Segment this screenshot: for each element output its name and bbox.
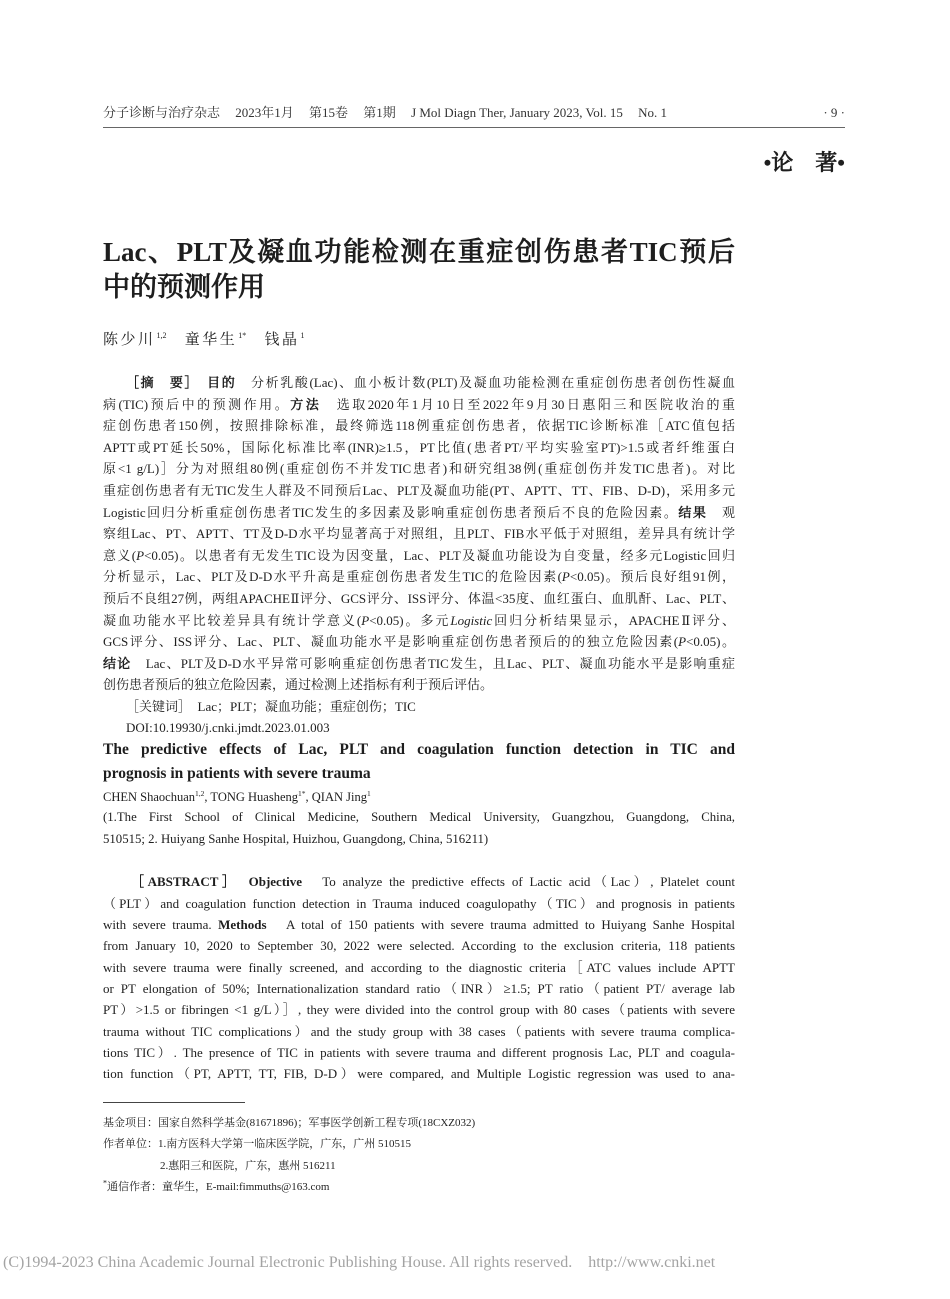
- text-run: trauma without TIC complications）and the study group with 38 cases（patients with severe trauma complica-: [103, 1023, 735, 1039]
- volume-cn: 第15卷: [309, 105, 349, 120]
- affiliation-mark: 1*: [298, 788, 306, 798]
- text-run: 症创伤患者150例，按照排除标准，最终筛选118例重症创伤患者，依据TIC诊断标准［ATC值包括: [103, 418, 735, 434]
- corresponding-text: 通信作者：童华生，E-mail:fimmuths@163.com: [107, 1180, 330, 1193]
- author-en: [210, 790, 311, 804]
- column-label: •论 著•: [763, 150, 845, 175]
- abstract-en-line: [103, 871, 735, 892]
- text-run: <0.05)。: [686, 634, 735, 650]
- affiliation-en-line: [103, 829, 735, 851]
- text-run: 原<1 g/L)］分为对照组80例(重症创伤不并发TIC患者)和研究组38例(重症创伤并发TIC患者)。对比: [103, 461, 735, 477]
- footnote-separator: [103, 1102, 245, 1103]
- text-run: The predictive effects of Lac, PLT and coagulation function detection in TIC and: [103, 741, 735, 758]
- header-rule: [103, 127, 845, 128]
- title-cn: [103, 235, 735, 305]
- text-run: <0.05)。预后良好组91例，: [569, 569, 735, 585]
- text-run: Lac、PLT及凝血功能检测在重症创伤患者TIC预后: [103, 237, 735, 267]
- abstract-cn-line: [103, 610, 735, 632]
- text-run: with severe trauma.: [103, 916, 219, 932]
- footnote-funding: 基金项目：国家自然科学基金(81671896)；军事医学创新工程专项(18CXZ032): [103, 1117, 476, 1129]
- footnotes: [103, 1113, 475, 1198]
- author-name: 陈少川: [103, 332, 156, 348]
- text-run: 重症创伤患者有无TIC发生人群及不同预后Lac、PLT及凝血功能(PT、APTT、TT、FIB、D-D)，采用多元: [103, 482, 735, 498]
- italic-term: P: [561, 569, 570, 585]
- bold-label: ［摘 要］ 目的: [126, 375, 237, 390]
- bold-label: 方法: [290, 396, 322, 412]
- footnote-corresponding: [103, 1177, 475, 1198]
- abstract-en: [103, 871, 735, 1084]
- text-run: 意义(: [103, 547, 137, 563]
- italic-term: P: [678, 634, 687, 650]
- issue-en: No. 1: [638, 105, 668, 120]
- abstract-cn-line: [103, 631, 735, 653]
- issue-date-cn: 2023年1月: [235, 105, 294, 120]
- abstract-en-line: [103, 935, 735, 956]
- text-run: prognosis in patients with severe trauma: [103, 765, 371, 782]
- abstract-en-line: [103, 914, 735, 935]
- text-run: 病(TIC)预后中的预测作用。: [103, 396, 291, 412]
- text-run: 预后不良组27例，两组APACHEⅡ评分、GCS评分、ISS评分、体温<35度、血红蛋白、血肌酐、Lac、PLT、: [103, 590, 735, 606]
- abstract-cn-line: [103, 566, 735, 588]
- italic-term: P: [361, 612, 370, 628]
- abstract-cn-line: [103, 437, 735, 459]
- abstract-cn-line: [103, 394, 735, 416]
- abstract-en-line: [103, 893, 735, 914]
- text-run: (1.The First School of Clinical Medicine, Southern Medical University, Guangzhou, Guangdong, China,: [103, 810, 735, 825]
- text-run: <0.05)。以患者有无发生TIC设为因变量，Lac、PLT及凝血功能设为自变量，经多元Logistic回归: [144, 547, 735, 563]
- text-run: tion function（PT, APTT, TT, FIB, D-D）were compared, and Multiple Logistic regression was used to ana-: [103, 1066, 735, 1082]
- abstract-cn-line: [103, 372, 735, 394]
- bold-label: ［ABSTRACT］ Objective: [131, 874, 303, 890]
- text-run: 分析乳酸(Lac)、血小板计数(PLT)及凝血功能检测在重症创伤患者创伤性凝血: [236, 375, 735, 390]
- page-number: · 9 ·: [823, 105, 845, 120]
- abstract-en-line: [103, 1021, 735, 1042]
- journal-name-cn: 分子诊断与治疗杂志: [103, 105, 221, 120]
- text-run: 选取2020年1月10日至2022年9月30日惠阳三和医院收治的重: [321, 396, 735, 412]
- footnote-affiliation-2: 2.惠阳三和医院，广东，惠州 516211: [160, 1159, 336, 1172]
- author-name: 童华生: [184, 332, 238, 348]
- author-name: QIAN Jing: [311, 790, 367, 804]
- abstract-cn-line: [103, 480, 735, 502]
- text-run: 凝血功能水平比较差异具有统计学意义(: [103, 612, 362, 628]
- text-run: To analyze the predictive effects of Lactic acid（Lac）, Platelet count: [302, 874, 735, 890]
- text-run: 510515; 2. Huiyang Sanhe Hospital, Huizhou, Guangdong, China, 516211): [103, 831, 489, 846]
- text-run: DOI:10.19930/j.cnki.jmdt.2023.01.003: [126, 720, 330, 736]
- text-run: APTT或PT延长50%，国际化标准比率(INR)≥1.5，PT比值(患者PT/平均实验室PT)>1.5或者纤维蛋白: [103, 439, 735, 455]
- author-name: 钱晶: [264, 332, 300, 348]
- bold-label: 结果: [678, 504, 708, 520]
- abstract-cn: [103, 372, 735, 696]
- affiliation-en-line: [103, 807, 735, 829]
- text-run: 察组Lac、PT、APTT、TT及D-D水平均显著高于对照组，且PLT、FIB水平低于对照组，差异具有统计学: [103, 526, 735, 542]
- author-name: TONG Huasheng: [210, 790, 299, 804]
- text-run: 创伤患者预后的独立危险因素，通过检测上述指标有利于预后评估。: [103, 677, 494, 693]
- author-cn: [103, 332, 167, 348]
- title-cn-line: [103, 270, 735, 305]
- author-cn: [185, 332, 247, 348]
- text-run: 中的预测作用: [103, 272, 265, 302]
- abstract-cn-line: [103, 415, 735, 437]
- text-run: with severe trauma were finally screened, and according to the diagnostic criteria［ATC values include APTT: [103, 959, 735, 975]
- author-list-en: [103, 787, 371, 807]
- text-run: PT）>1.5 or fibringen <1 g/L）］, they were divided into the control group with 80 cases（patients with severe: [103, 1002, 735, 1018]
- abstract-cn-line: [103, 458, 735, 480]
- affiliation-mark: 1*: [238, 331, 247, 340]
- author-en: [103, 790, 210, 804]
- cnki-url: http://www.cnki.net: [588, 1254, 716, 1271]
- author-cn: [265, 332, 305, 348]
- text-run: <0.05)。多元: [369, 612, 451, 628]
- author-list-cn: [103, 330, 317, 350]
- keywords-doi-line: [103, 696, 735, 718]
- title-en-line: [103, 762, 735, 786]
- bold-label: 结论: [103, 655, 132, 671]
- author-name: CHEN Shaochuan: [103, 790, 195, 804]
- abstract-en-line: [103, 957, 735, 978]
- text-run: ［关键词］ Lac；PLT；凝血功能；重症创伤；TIC: [126, 698, 416, 714]
- title-cn-line: [103, 235, 735, 270]
- italic-term: Logistic: [450, 612, 493, 628]
- text-run: or PT elongation of 50%; Internationalization standard ratio（INR）≥1.5; PT ratio（patient PT/ average lab: [103, 980, 735, 996]
- affiliation-mark: 1: [300, 331, 305, 340]
- author-separator: ,: [204, 790, 211, 804]
- abstract-cn-line: [103, 502, 735, 524]
- copyright-notice: (C)1994-2023 China Academic Journal Electronic Publishing House. All rights reserved.: [3, 1254, 573, 1271]
- issue-cn: 第1期: [363, 105, 396, 120]
- text-run: A total of 150 patients with severe trauma admitted to Huiyang Sanhe Hospital: [266, 916, 735, 932]
- abstract-en-line: [103, 999, 735, 1020]
- affiliation-mark: 1: [366, 788, 371, 798]
- abstract-cn-line: [103, 588, 735, 610]
- journal-citation-en: J Mol Diagn Ther, January 2023, Vol. 15: [411, 105, 623, 120]
- keywords-doi: [103, 696, 735, 739]
- affiliation-mark: 1,2: [156, 331, 167, 340]
- text-run: 分析显示，Lac、PLT及D-D水平升高是重症创伤患者发生TIC的危险因素(: [103, 569, 562, 585]
- text-run: Lac、PLT及D-D水平异常可影响重症创伤患者TIC发生，且Lac、PLT、凝血功能水平是影响重症: [131, 655, 735, 671]
- title-en-line: [103, 738, 735, 762]
- abstract-cn-line: [103, 545, 735, 567]
- copyright-watermark: [3, 1253, 715, 1273]
- abstract-en-line: [103, 978, 735, 999]
- abstract-cn-line: [103, 653, 735, 675]
- corresponding-mark: *: [103, 1178, 107, 1188]
- abstract-en-line: [103, 1042, 735, 1063]
- text-run: from January 10, 2020 to September 30, 2022 were selected. According to the exclusion criteria, 118 patients: [103, 938, 735, 954]
- text-run: tions TIC）. The presence of TIC in patients with severe trauma and different prognosis Lac, PLT and coagula-: [103, 1044, 735, 1060]
- abstract-en-line: [103, 1063, 735, 1084]
- abstract-cn-line: [103, 523, 735, 545]
- text-run: （PLT）and coagulation function detection in Trauma induced coagulopathy（TIC）and prognosis in patients: [103, 895, 735, 911]
- author-separator: ,: [305, 790, 312, 804]
- text-run: GCS评分、ISS评分、Lac、PLT、凝血功能水平是影响重症创伤患者预后的的独立危险因素(: [103, 634, 679, 650]
- bold-label: Methods: [218, 916, 267, 932]
- abstract-cn-line: [103, 674, 735, 696]
- title-en: [103, 738, 735, 786]
- author-en: [312, 790, 371, 804]
- italic-term: P: [136, 547, 145, 563]
- footnote-affiliation-1: 作者单位：1.南方医科大学第一临床医学院，广东，广州 510515: [103, 1138, 411, 1151]
- text-run: Logistic回归分析重症创伤患者TIC发生的多因素及影响重症创伤患者预后不良的危险因素。: [103, 504, 679, 520]
- affiliation-mark: 1,2: [195, 788, 205, 798]
- text-run: 观: [707, 504, 735, 520]
- affiliations-en: [103, 807, 735, 850]
- keywords-doi-line: [103, 717, 735, 739]
- running-header: [103, 103, 679, 123]
- text-run: 回归分析结果显示，APACHEⅡ评分、: [492, 612, 735, 628]
